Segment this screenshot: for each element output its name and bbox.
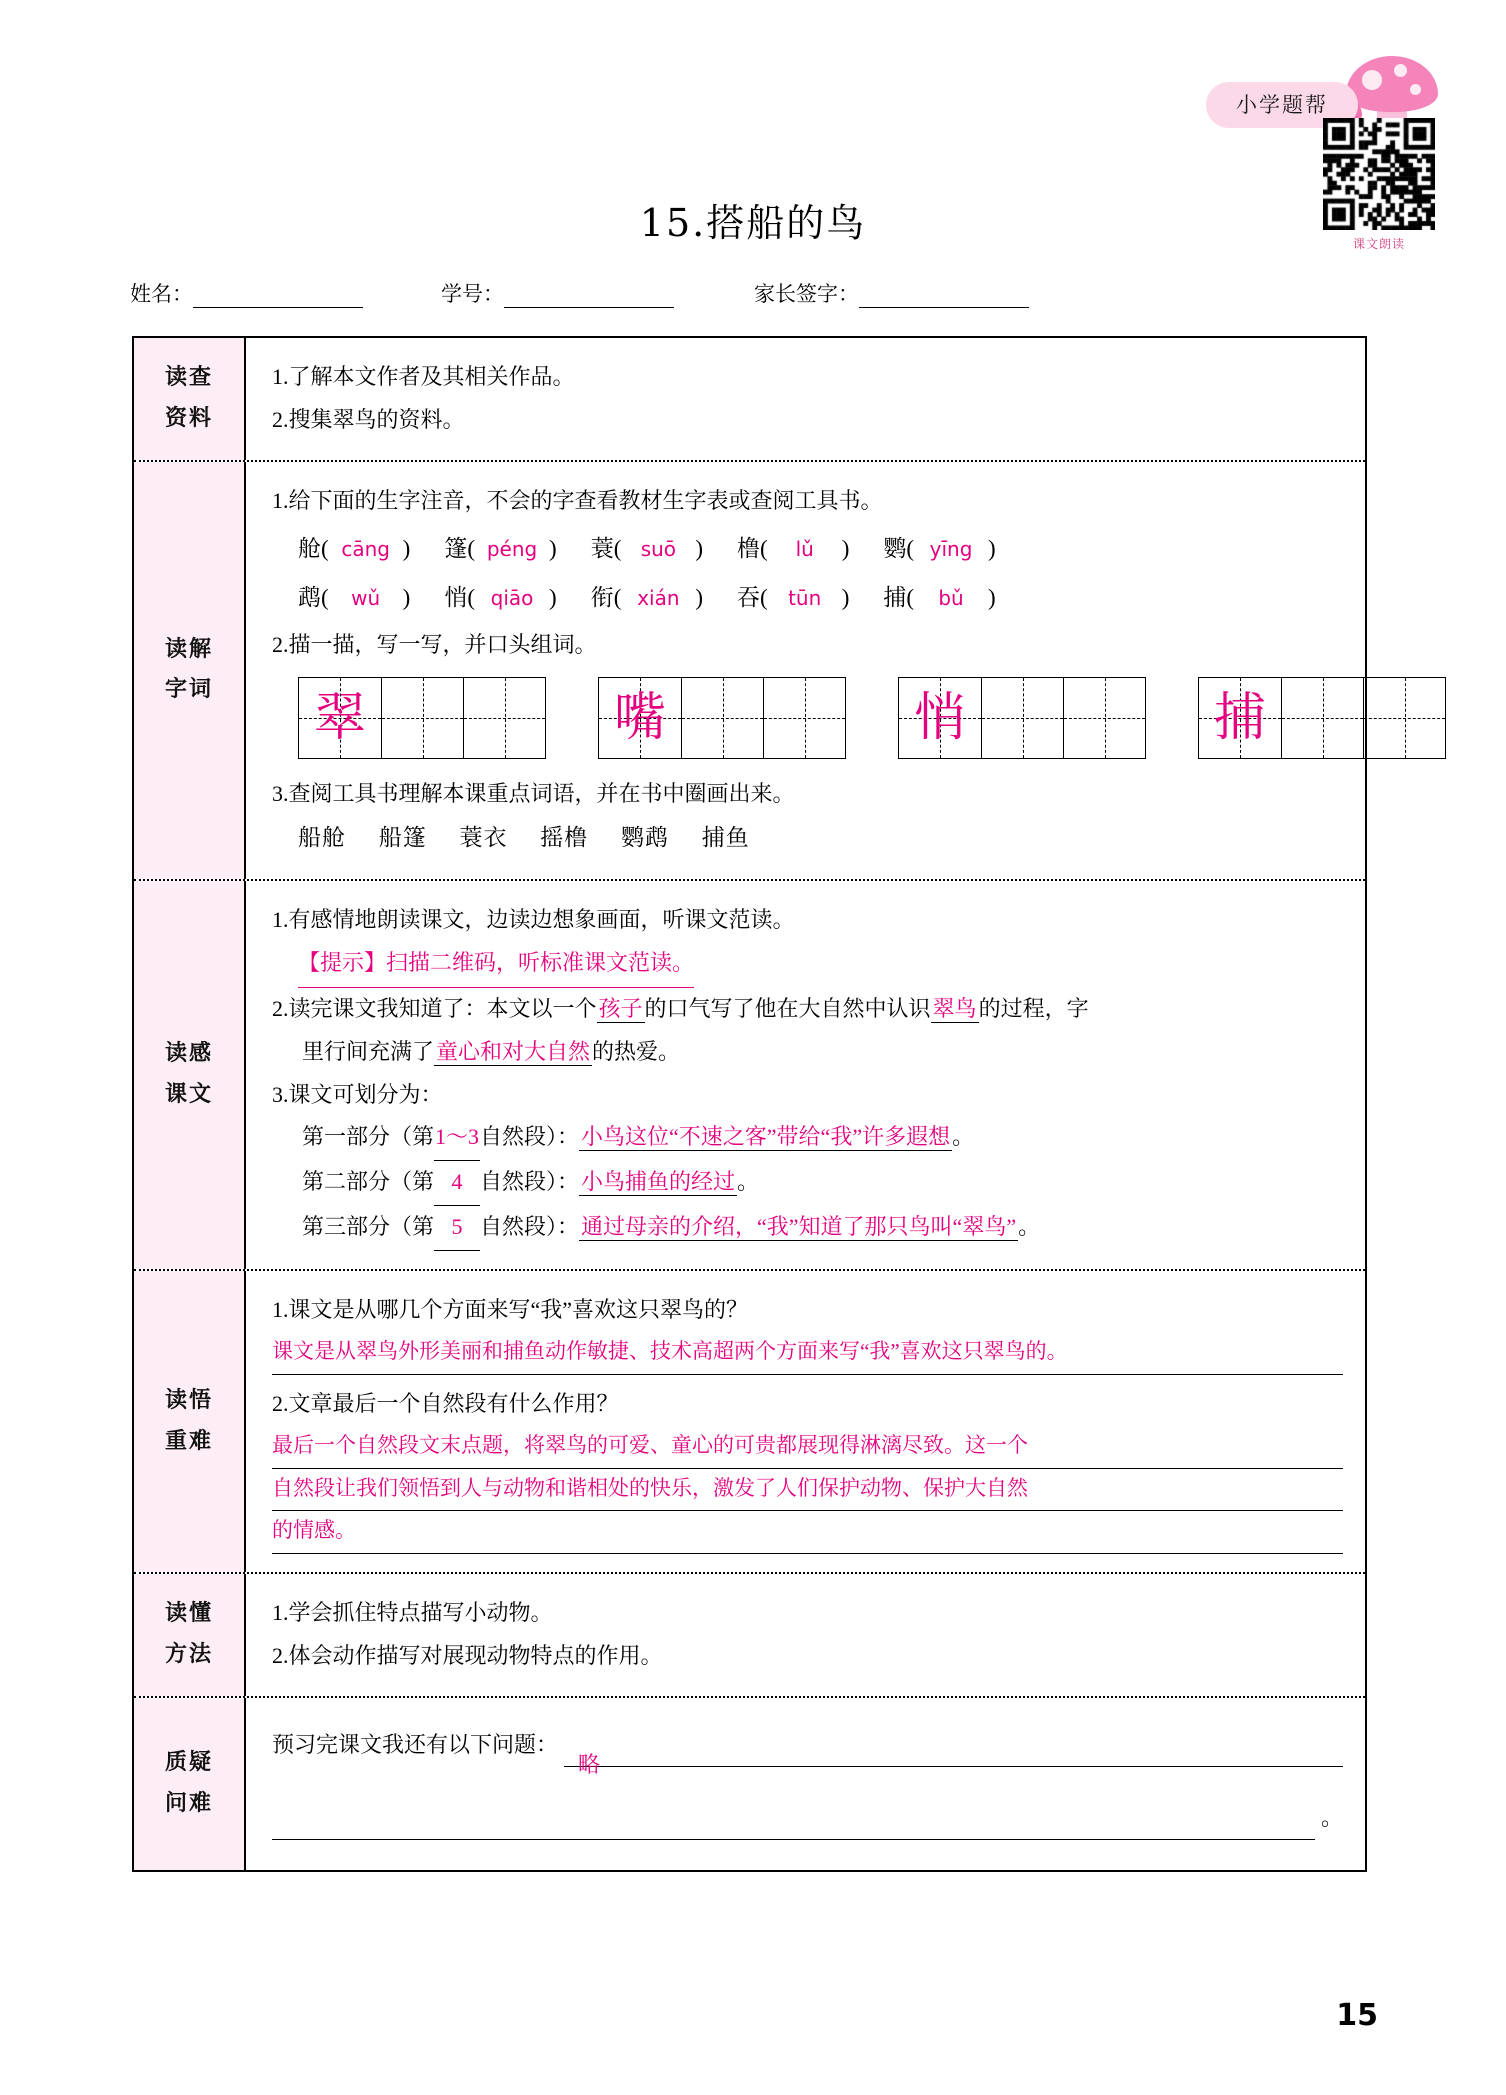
part-label-post: 自然段）： — [480, 1214, 580, 1240]
section-row-vocabulary — [134, 462, 1365, 881]
category-line: 字词 — [164, 677, 213, 703]
task-line: 2.体会动作描写对展现动物特点的作用。 — [272, 1643, 663, 1669]
pinyin-item[interactable]: 吞 ( tūn ) — [737, 576, 849, 621]
keyword: 蓑衣 — [459, 825, 508, 851]
pinyin-char: 鹉 — [298, 584, 321, 610]
category-line: 重难 — [164, 1428, 213, 1454]
part-label-pre: 第三部分（第 — [302, 1214, 435, 1240]
q2-line2-tail: 的热爱。 — [592, 1038, 681, 1064]
tianzige-box[interactable] — [898, 677, 1146, 759]
q2-tail: 的过程，字 — [978, 995, 1089, 1021]
q2-prefix: 2.读完课文我知道了：本文以一个 — [272, 995, 597, 1021]
section-body-reference — [246, 338, 1365, 460]
section-row-comprehension — [134, 881, 1365, 1271]
pinyin-item[interactable]: 鹦 ( yīng ) — [883, 527, 995, 572]
keyword: 鹦鹉 — [621, 825, 669, 851]
part-label-post: 自然段）： — [480, 1169, 580, 1195]
student-id-field[interactable] — [441, 278, 674, 308]
section-row-keypoints — [134, 1271, 1365, 1574]
category-line: 读感 — [164, 1041, 213, 1067]
category-line: 课文 — [164, 1082, 213, 1108]
task-line-q3: 3.课文可划分为： — [272, 1081, 443, 1107]
pinyin-row-2 — [272, 576, 1498, 621]
pinyin-char: 篷 — [444, 535, 468, 561]
task-line-q2-cont — [272, 1031, 1343, 1074]
section-row-method — [134, 1574, 1365, 1698]
parent-signature-field[interactable] — [754, 278, 1029, 308]
pinyin-answer: lǔ — [795, 536, 814, 561]
pinyin-item[interactable]: 衔 ( xián ) — [591, 576, 703, 621]
q2-mid: 的口气写了他在大自然中认识 — [644, 995, 931, 1021]
task-line: 2.搜集翠鸟的资料。 — [272, 406, 465, 432]
structure-part-row — [272, 1161, 1343, 1206]
pinyin-row-1 — [272, 527, 1498, 572]
question-blank-rule[interactable] — [272, 1817, 1315, 1840]
pinyin-char: 吞 — [737, 584, 761, 610]
hint-text: 【提示】扫描二维码，听标准课文范读。 — [298, 942, 694, 988]
pinyin-answer: cāng — [341, 536, 390, 561]
question-prompt: 预习完课文我还有以下问题： — [272, 1732, 559, 1758]
student-id-input-rule[interactable] — [504, 290, 674, 308]
pinyin-answer: yīng — [929, 536, 973, 561]
qr-caption: 课文朗读 — [1352, 237, 1405, 251]
answer-line[interactable]: 最后一个自然段文末点题，将翠鸟的可爱、童心的可贵都展现得淋漓尽致。这一个 — [272, 1426, 1343, 1469]
pinyin-char: 捕 — [883, 584, 907, 610]
pinyin-answer: wǔ — [351, 585, 381, 610]
part-label-pre: 第二部分（第 — [302, 1169, 435, 1195]
name-label: 姓名： — [130, 282, 193, 306]
section-row-questions — [134, 1698, 1365, 1870]
structure-part-row — [272, 1116, 1343, 1161]
task-line-q1: 1.课文是从哪几个方面来写“我”喜欢这只翠鸟的？ — [272, 1297, 749, 1323]
parent-signature-label: 家长签字： — [754, 282, 859, 306]
category-line: 质疑 — [164, 1750, 213, 1776]
category-line: 资料 — [164, 405, 213, 431]
section-category-comprehension — [134, 881, 246, 1269]
task-line-q3: 3.查阅工具书理解本课重点词语，并在书中圈画出来。 — [272, 781, 795, 807]
task-line-q2: 2.描一描，写一写，并口头组词。 — [272, 632, 597, 658]
answer-blank[interactable]: 童心和对大自然 — [436, 1038, 591, 1064]
task-line-q1: 1.给下面的生字注音，不会的字查看教材生字表或查阅工具书。 — [272, 487, 883, 513]
keyword: 船舱 — [298, 825, 346, 851]
task-line: 1.了解本文作者及其相关作品。 — [272, 364, 575, 389]
pinyin-item[interactable]: 捕 ( bǔ ) — [883, 576, 995, 621]
practice-char: 捕 — [1213, 687, 1266, 748]
pinyin-item[interactable]: 蓑 ( suō ) — [591, 527, 703, 572]
category-line: 读解 — [164, 636, 213, 662]
page-title: 15.搭船的鸟 — [639, 201, 867, 245]
answer-line[interactable]: 课文是从翠鸟外形美丽和捕鱼动作敏捷、技术高超两个方面来写“我”喜欢这只翠鸟的。 — [272, 1332, 1343, 1375]
structure-part-row — [272, 1206, 1343, 1251]
tianzige-box[interactable] — [298, 677, 546, 759]
part-answer[interactable]: 小鸟捕鱼的经过 — [581, 1169, 736, 1195]
category-line: 读悟 — [164, 1388, 213, 1413]
section-category-keypoints — [134, 1271, 246, 1572]
category-line: 读查 — [164, 365, 213, 391]
pinyin-char: 蓑 — [590, 535, 614, 561]
question-prompt-row — [272, 1724, 1343, 1778]
section-body-method — [246, 1574, 1365, 1696]
q2-line2-prefix: 里行间充满了 — [302, 1038, 435, 1064]
practice-char: 嘴 — [613, 687, 666, 748]
part-answer[interactable]: 通过母亲的介绍，“我”知道了那只鸟叫“翠鸟” — [581, 1214, 1017, 1240]
answer-blank[interactable]: 翠鸟 — [932, 995, 977, 1021]
worksheet-table — [132, 336, 1367, 1872]
section-row-reference — [134, 338, 1365, 462]
question-answer: 略 — [578, 1752, 601, 1778]
part-end: 。 — [737, 1169, 760, 1195]
pinyin-answer: bǔ — [938, 585, 964, 610]
pinyin-char: 衔 — [590, 584, 614, 610]
section-category-questions — [134, 1698, 246, 1870]
pinyin-answer: suō — [640, 536, 677, 561]
task-line-q2 — [272, 988, 1343, 1031]
pinyin-answer: péng — [486, 536, 538, 561]
pinyin-item[interactable]: 鹉 ( wǔ ) — [298, 576, 410, 621]
answer-line[interactable]: 自然段让我们领悟到人与动物和谐相处的快乐，激发了人们保护动物、保护大自然 — [272, 1469, 1343, 1512]
section-body-questions — [246, 1698, 1365, 1870]
section-category-method — [134, 1574, 246, 1696]
pinyin-answer: tūn — [788, 585, 822, 610]
pinyin-item[interactable]: 橹 ( lǔ ) — [737, 527, 849, 572]
section-category-vocabulary — [134, 462, 246, 879]
pinyin-item[interactable]: 悄 ( qiāo ) — [444, 576, 556, 621]
pinyin-item[interactable]: 舱 ( cāng ) — [298, 527, 410, 572]
parent-signature-input-rule[interactable] — [859, 290, 1029, 308]
answer-blank[interactable]: 孩子 — [598, 995, 643, 1021]
paragraph-blank[interactable]: 5 — [434, 1206, 480, 1251]
paragraph-blank[interactable]: 1～3 — [434, 1116, 480, 1161]
task-line-q1: 1.有感情地朗读课文，边读边想象画面，听课文范读。 — [272, 906, 795, 932]
part-answer[interactable]: 小鸟这位“不速之客”带给“我”许多遐想 — [581, 1124, 951, 1150]
part-end: 。 — [1018, 1214, 1041, 1240]
part-end: 。 — [952, 1124, 975, 1150]
pinyin-answer: qiāo — [490, 585, 534, 610]
student-info-row — [130, 278, 1230, 308]
hint-row — [272, 942, 1343, 988]
part-label-pre: 第一部分（第 — [302, 1124, 435, 1150]
student-id-label: 学号： — [441, 282, 504, 306]
keyword: 摇橹 — [540, 825, 589, 851]
section-body-comprehension — [246, 881, 1365, 1269]
pinyin-answer: xián — [637, 585, 680, 610]
part-label-post: 自然段）： — [480, 1124, 580, 1150]
question-end-mark: 。 — [1320, 1804, 1343, 1830]
page-number: 15 — [1336, 1998, 1378, 2033]
practice-char: 翠 — [313, 687, 366, 748]
section-body-keypoints — [246, 1271, 1365, 1572]
pinyin-char: 鹦 — [883, 535, 907, 561]
paragraph-blank[interactable]: 4 — [434, 1161, 480, 1206]
task-line-q2: 2.文章最后一个自然段有什么作用？ — [272, 1390, 619, 1416]
tianzige-box[interactable] — [1198, 677, 1446, 759]
answer-line[interactable]: 的情感。 — [272, 1511, 1343, 1554]
brand-pill: 小学题帮 — [1206, 82, 1358, 128]
pinyin-item[interactable]: 篷 ( péng ) — [444, 527, 556, 572]
character-practice-grid — [272, 677, 1498, 759]
question-answer-rule[interactable] — [564, 1744, 1343, 1778]
section-body-vocabulary — [246, 462, 1506, 879]
keyword: 船篷 — [378, 825, 427, 851]
pinyin-char: 舱 — [298, 535, 321, 561]
question-blank-row — [272, 1797, 1343, 1840]
section-category-reference — [134, 338, 246, 460]
name-input-rule[interactable] — [193, 290, 363, 308]
category-line: 问难 — [164, 1790, 213, 1816]
task-line: 1.学会抓住特点描写小动物。 — [272, 1600, 553, 1626]
pinyin-char: 悄 — [444, 584, 468, 610]
practice-char: 悄 — [913, 687, 966, 748]
keyword-list — [272, 816, 1498, 861]
category-line: 方法 — [164, 1642, 213, 1668]
category-line: 读懂 — [164, 1601, 213, 1627]
keyword: 捕鱼 — [701, 825, 750, 851]
tianzige-box[interactable] — [598, 677, 846, 759]
name-field[interactable] — [130, 278, 363, 308]
pinyin-char: 橹 — [737, 535, 761, 561]
